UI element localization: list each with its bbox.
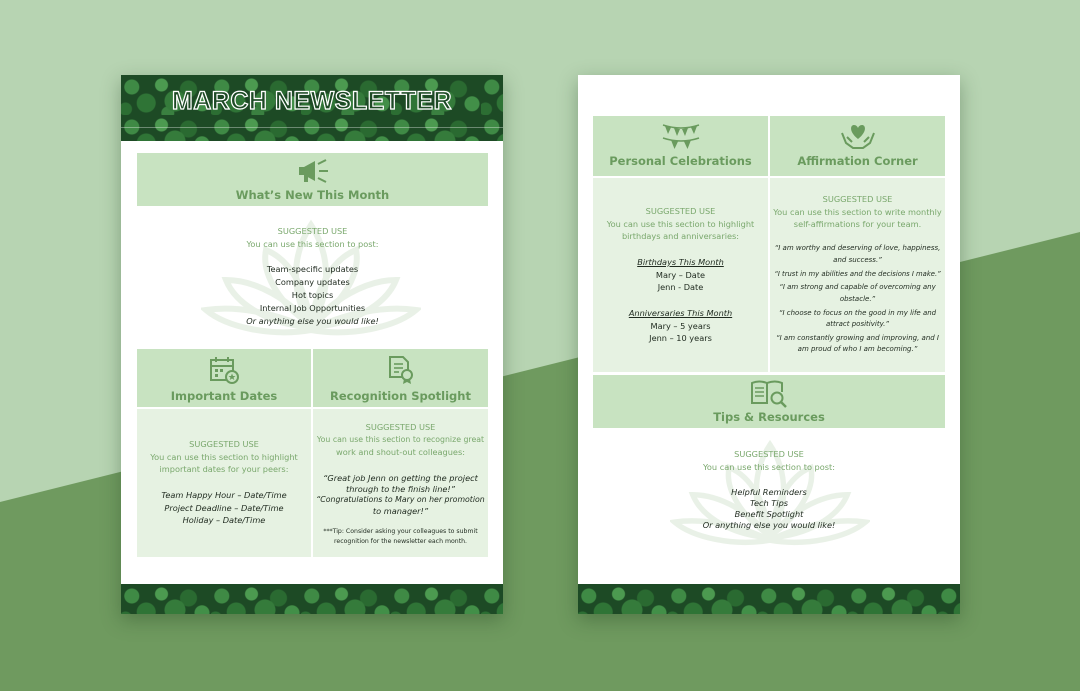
celebrations-intro: birthdays and anniversaries:: [621, 231, 740, 241]
recognition-quote: “Great job Jenn on getting the project: [323, 473, 478, 483]
affirmation-heading: Affirmation Corner: [797, 154, 918, 168]
recognition-quote: “Congratulations to Mary on her promotion: [316, 495, 485, 504]
celebrations-intro: You can use this section to highlight: [606, 219, 755, 229]
important-dates-heading: Important Dates: [170, 389, 278, 403]
recognition-quote: to manager!”: [372, 506, 429, 516]
affirmation-intro: self-affirmations for your team.: [793, 219, 922, 229]
whats-new-header: [137, 153, 488, 206]
anniversary-item: Jenn – 10 years: [649, 333, 712, 343]
bunting-icon: [661, 122, 701, 152]
important-dates-body: [137, 409, 311, 557]
whats-new-suggested: SUGGESTED USE: [277, 226, 348, 236]
whats-new-intro: You can use this section to post:: [246, 239, 379, 249]
newsletter-page-2: [578, 75, 960, 614]
anniversaries-label: Anniversaries This Month: [628, 308, 733, 318]
important-date-item: Team Happy Hour – Date/Time: [161, 490, 287, 500]
recognition-suggested: SUGGESTED USE: [365, 422, 436, 432]
clover-footer-band: [578, 584, 960, 614]
important-dates-intro: important dates for your peers:: [159, 464, 289, 474]
celebrations-header: [593, 116, 768, 176]
whats-new-item: Company updates: [275, 277, 350, 287]
celebrations-heading: Personal Celebrations: [609, 154, 752, 168]
tips-heading: Tips & Resources: [713, 410, 825, 424]
affirmation-quote: “I trust in my abilities and the decisions I make.”: [774, 270, 941, 278]
important-date-item: Holiday – Date/Time: [182, 515, 266, 525]
tips-item: Tech Tips: [749, 498, 789, 508]
affirmation-quote: am proud of who I am becoming.”: [797, 345, 918, 353]
tips-intro: You can use this section to post:: [702, 462, 835, 472]
tips-suggested: SUGGESTED USE: [734, 449, 804, 459]
certificate-icon: [387, 355, 415, 385]
recognition-header: [313, 349, 488, 407]
whats-new-heading: What’s New This Month: [235, 188, 390, 202]
calendar-icon: [209, 356, 239, 384]
tips-item: Benefit Spotlight: [734, 509, 804, 519]
affirmation-quote: attract positivity.”: [825, 320, 890, 328]
whats-new-item: Internal Job Opportunities: [259, 303, 366, 313]
heart-hands-icon: [839, 121, 877, 151]
clover-footer-band: [121, 584, 503, 614]
birthday-item: Jenn - Date: [657, 282, 704, 292]
recognition-heading: Recognition Spotlight: [330, 389, 471, 403]
recognition-intro: work and shout-out colleagues:: [336, 447, 465, 457]
birthdays-label: Birthdays This Month: [637, 257, 724, 267]
important-dates-intro: You can use this section to highlight: [150, 452, 298, 462]
anniversary-item: Mary – 5 years: [650, 321, 711, 331]
page-title: MARCH NEWSLETTER: [171, 87, 453, 115]
affirmation-quote: “I am constantly growing and improving, and I: [775, 334, 939, 342]
affirmation-quote: “I am strong and capable of overcoming any: [779, 283, 936, 291]
tips-header: [593, 375, 945, 428]
affirmation-header: [770, 116, 945, 176]
whats-new-item: Team-specific updates: [266, 264, 359, 274]
whats-new-item: Hot topics: [291, 290, 334, 300]
whats-new-item: Or anything else you would like!: [246, 316, 379, 326]
recognition-intro: You can use this section to recognize great: [316, 435, 485, 444]
important-date-item: Project Deadline – Date/Time: [164, 503, 284, 513]
tips-item: Helpful Reminders: [731, 487, 807, 497]
affirmation-quote: “I choose to focus on the good in my life and: [778, 309, 937, 317]
recognition-tip: recognition for the newsletter each month.: [333, 538, 468, 545]
important-dates-suggested: SUGGESTED USE: [189, 439, 259, 449]
affirmation-quote: “I am worthy and deserving of love, happiness,: [774, 244, 941, 252]
birthday-item: Mary – Date: [655, 270, 706, 280]
recognition-quote: through to the finish line!”: [346, 484, 455, 494]
affirmation-suggested: SUGGESTED USE: [822, 194, 893, 204]
book-search-icon: [749, 378, 789, 408]
important-dates-header: [137, 349, 311, 407]
newsletter-page-1: [121, 75, 503, 614]
affirmation-quote: obstacle.”: [839, 295, 876, 303]
megaphone-icon: [295, 158, 331, 184]
affirmation-quote: and success.”: [833, 256, 882, 264]
recognition-tip: ***Tip: Consider asking your colleagues to submit: [323, 528, 478, 535]
celebrations-suggested: SUGGESTED USE: [645, 206, 716, 216]
affirmation-intro: You can use this section to write monthly: [773, 207, 942, 217]
tips-item: Or anything else you would like!: [702, 520, 836, 530]
